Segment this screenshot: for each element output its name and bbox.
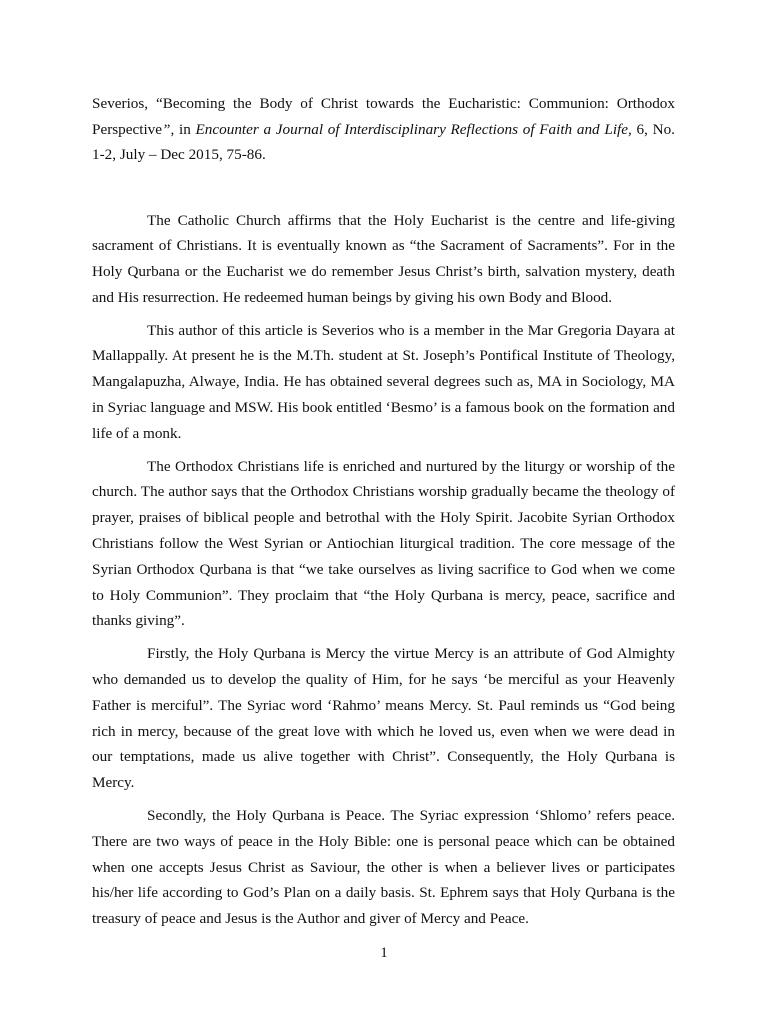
citation-volume-info: 6, No. 1-2, July – Dec 2015, 75-86. xyxy=(92,120,675,163)
document-page xyxy=(92,91,675,939)
page-number: 1 xyxy=(380,945,388,961)
citation-in: in xyxy=(174,120,196,138)
paragraph-peace: Secondly, the Holy Qurbana is Peace. The Syriac expression ‘Shlomo’ refers peace. There are two ways of peace in the Holy Bible: one is personal peace which can be obtained when one accepts Jesus Christ as Saviour, the other is when a believer lives or participates his/her life according to God’s Plan on a daily basis. St. Ephrem says that Holy Qurbana is the treasury of peace and Jesus is the Author and giver of Mercy and Peace. xyxy=(92,807,675,928)
citation-author-title: Severios, “Becoming the Body of Christ towards the Eucharistic: Communion: Orthodox Perspective xyxy=(92,95,675,138)
paragraph-author-bio: This author of this article is Severios who is a member in the Mar Gregoria Dayara at Mallappally. At present he is the M.Th. student at St. Joseph’s Pontifical Institute of Theology, Mangalapuzha, Alwaye, India. He has obtained several degrees such as, MA in Sociology, MA in Syriac language and MSW. His book entitled ‘Besmo’ is a famous book on the formation and life of a monk. xyxy=(92,321,675,442)
citation-closing-quote: ”, xyxy=(162,120,175,138)
paragraph-mercy: Firstly, the Holy Qurbana is Mercy the virtue Mercy is an attribute of God Almighty who demanded us to develop the quality of Him, for he says ‘be merciful as your Heavenly Father is merciful”. The Syriac word ‘Rahmo’ means Mercy. St. Paul reminds us “God being rich in mercy, because of the great love with which he loved us, even when we were dead in our temptations, made us alive together with Christ”. Consequently, the Holy Qurbana is Mercy. xyxy=(92,645,675,792)
paragraph-orthodox-liturgy: The Orthodox Christians life is enriched and nurtured by the liturgy or worship of the church. The author says that the Orthodox Christians worship gradually became the theology of prayer, praises of biblical people and betrothal with the Holy Spirit. Jacobite Syrian Orthodox Christians follow the West Syrian or Antiochian liturgical tradition. The core message of the Syrian Orthodox Qurbana is that “we take ourselves as living sacrifice to God when we come to Holy Communion”. They proclaim that “the Holy Qurbana is mercy, peace, sacrifice and thanks giving”. xyxy=(92,457,675,630)
citation xyxy=(92,91,675,168)
citation-journal: Encounter a Journal of Interdisciplinary Reflections of Faith and Life, xyxy=(195,120,632,138)
paragraph-eucharist-intro: The Catholic Church affirms that the Holy Eucharist is the centre and life-giving sacrament of Christians. It is eventually known as “the Sacrament of Sacraments”. For in the Holy Qurbana or the Eucharist we do remember Jesus Christ’s birth, salvation mystery, death and His resurrection. He redeemed human beings by giving his own Body and Blood. xyxy=(92,211,675,306)
